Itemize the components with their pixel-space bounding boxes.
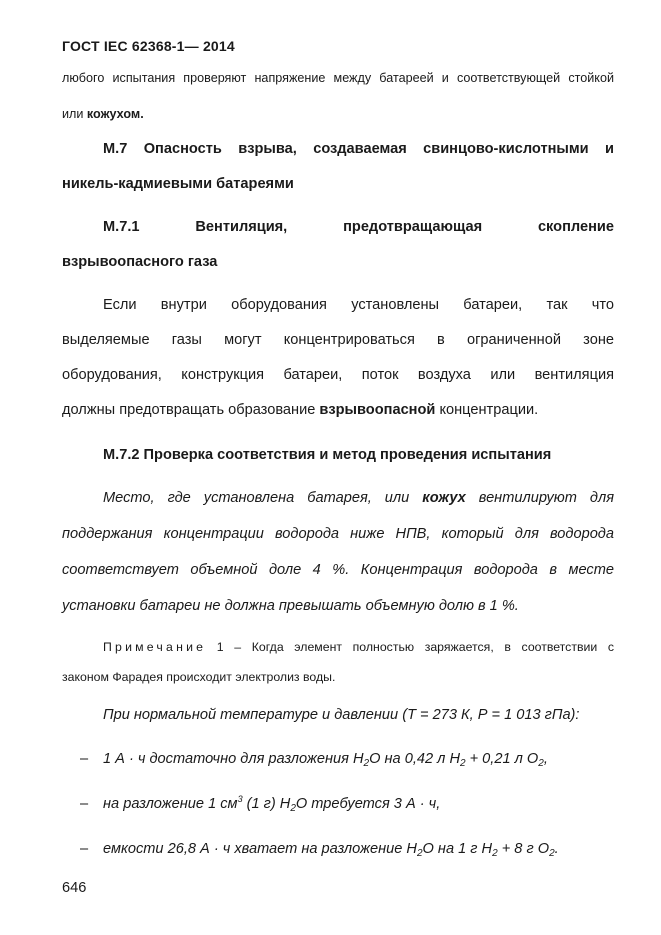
note-paragraph: Примечание 1 – Когда элемент полностью заряжается, в соответствии с законом Фарадея происходит электролиз воды.	[62, 640, 614, 684]
section-m72-paragraph: Место, где установлена батарея, или кожух вентилируют для поддержания концентрации водорода ниже НПВ, который для водорода соответствует объемной доле 4 %. Концентрация водорода в месте установки батареи не должна превышать объемную долю в 1 %.	[62, 490, 614, 614]
list-item-2: на разложение 1 $см^3$ (1 г) $H_2O$ требуется 3 А · ч,	[103, 794, 441, 814]
list-item-3: емкости 26,8 А · ч хватает на разложение $H_2O$ на 1 г $H_2 + 8$ г $O_2$.	[103, 841, 559, 859]
intro-line-2: или кожухом.	[62, 107, 144, 121]
list-dash-2: –	[80, 796, 89, 812]
section-m72-heading: М.7.2 Проверка соответствия и метод проведения испытания	[103, 447, 552, 463]
conditions-line: При нормальной температуре и давлении (Т = 273 К, Р = 1 013 гПа):	[103, 707, 580, 723]
section-m7-heading: М.7 Опасность взрыва, создаваемая свинцово-кислотными и никель-кадмиевыми батареями	[62, 141, 614, 192]
section-m71-heading: М.7.1 Вентиляция, предотвращающая скопление взрывоопасного газа	[62, 219, 614, 270]
intro-paragraph	[62, 60, 614, 132]
list-dash-1: –	[80, 751, 89, 767]
page-number: 646	[62, 880, 87, 896]
document-header: ГОСТ IEC 62368-1— 2014	[62, 38, 235, 54]
note-label: Примечание	[103, 640, 207, 654]
list-dash-3: –	[80, 841, 89, 857]
section-m71-paragraph: Если внутри оборудования установлены батареи, так что выделяемые газы могут концентрироваться в ограниченной зоне оборудования, конструкция батареи, поток воздуха или вентиляция должны предотвращать образование взрывоопасной концентрации.	[62, 297, 614, 418]
list-item-1: 1 А · ч достаточно для разложения $H_2O$ на 0,42 л $H_2 + 0,21$ л $O_2$,	[103, 751, 548, 769]
intro-line-1: любого испытания проверяют напряжение между батареей и соответствующей стойкой	[62, 71, 614, 85]
